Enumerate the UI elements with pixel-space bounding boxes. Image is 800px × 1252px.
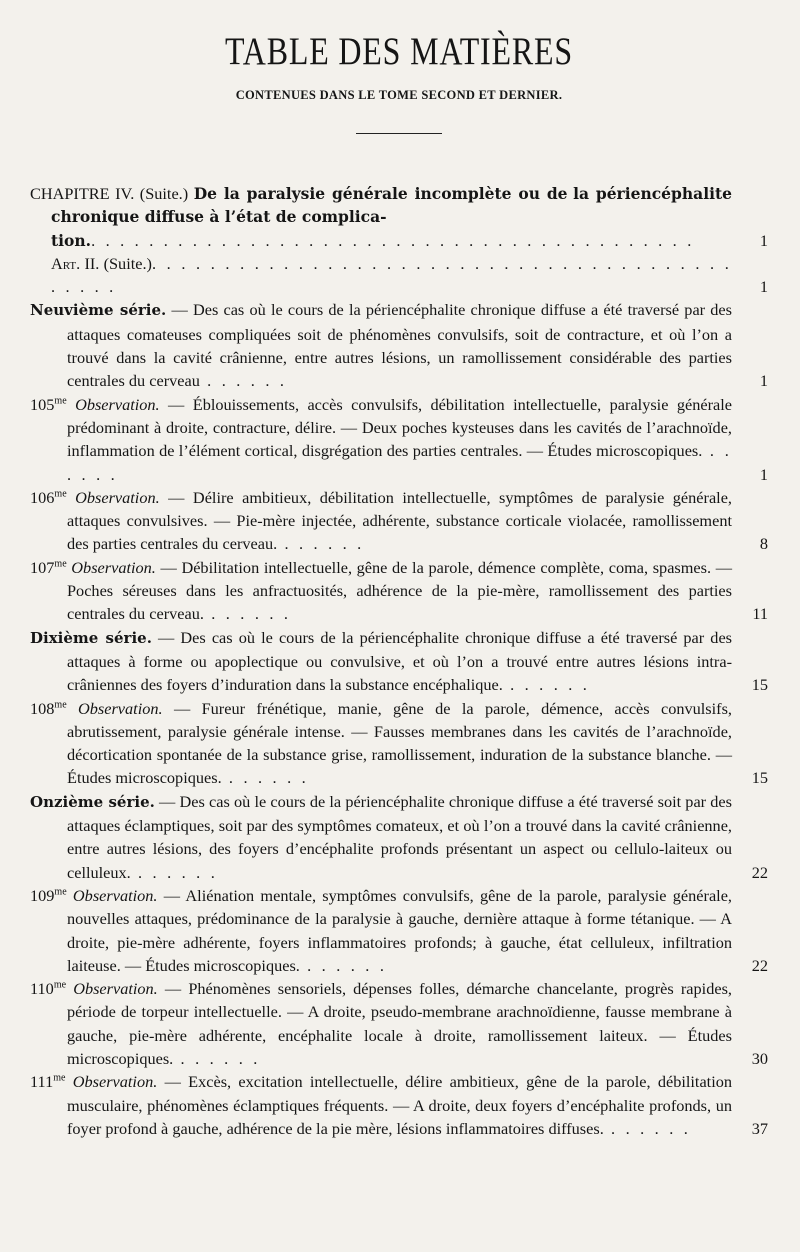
page-number: 37	[751, 1118, 768, 1138]
series-entry	[30, 790, 768, 884]
leader-dots: . . . . . .	[299, 955, 388, 975]
entry-text: — Fureur frénétique, manie, gêne de la parole, démence, accès convulsifs, abrutissement, paralysie générale intense. — Fausses membranes dans les cavités de l’arachnoïde, décortication spontanée de la substance grise, ramollissement, induration de la substance blanche. — Études microscopiques.	[67, 698, 732, 788]
observation-heading: Observation.	[72, 885, 158, 905]
entry-text: — Des cas où le cours de la périencéphalite chronique diffuse a été traversé par des attaques comateuses compliquées soit de phénomènes convulsifs, soit de contracture, et où l’on a trouvé dans la cavité crânienne, entre autres lésions, un ramollissement considérable des parties centrales du cerveau	[67, 300, 732, 391]
entries-list	[30, 298, 768, 1140]
observation-entry	[30, 393, 768, 486]
leader-dots: . . . . . .	[199, 371, 288, 391]
observation-heading: Observation.	[72, 1072, 158, 1092]
article-entry	[30, 252, 768, 299]
ordinal-suffix: me	[53, 1072, 66, 1084]
table-of-contents	[30, 182, 768, 1140]
leader-dots: . . . . . .	[603, 1118, 692, 1138]
article-prefix: Art.	[51, 253, 81, 273]
chapter-entry	[30, 182, 768, 252]
page-number: 1	[759, 464, 768, 484]
page-number: 11	[752, 604, 768, 624]
ordinal-suffix: me	[53, 979, 67, 991]
page-title: TABLE DES MATIÈRES	[224, 30, 573, 73]
page-subtitle: CONTENUES DANS LE TOME SECOND ET DERNIER.	[235, 88, 563, 102]
chapter-title-line2: la périencéphalite chronique diffuse à l’état de complica-	[51, 184, 732, 227]
entry-text: — Délire ambitieux, débilitation intellectuelle, symptômes de paralysie générale, attaques convulsives. — Pie-mère injectée, adhérente, substance corticale violacée, ramollissement des parties centrales du cerveau.	[67, 487, 732, 554]
page-number: 1	[759, 277, 768, 297]
observation-number: 105	[30, 394, 55, 414]
observation-entry	[30, 884, 768, 977]
observation-heading: Observation.	[73, 979, 158, 999]
observation-heading: Observation.	[75, 394, 160, 414]
series-entry	[30, 298, 768, 392]
observation-heading: Observation.	[78, 698, 163, 718]
leader-dots: . . . . . .	[277, 534, 365, 554]
ordinal-suffix: me	[54, 558, 67, 570]
leader-dots: . . . . . .	[173, 1048, 261, 1068]
entry-text: — Éblouissements, accès convulsifs, débilitation intellectuelle, paralysie générale prédominant à droite, contracture, délire. — Deux poches kysteuses dans les cavités de l’arachnoïde, inflammation de l’élément cortical, disgrégation des parties centrales. — Études microscopiques.	[67, 394, 732, 461]
page-number: 1	[759, 230, 768, 250]
leader-dots: . . . . . .	[203, 604, 292, 624]
page-number: 1	[759, 371, 768, 391]
observation-number: 110	[30, 979, 54, 999]
observation-heading: Observation.	[75, 487, 160, 507]
ordinal-suffix: me	[54, 886, 67, 898]
leader-dots: . . . . . . . . . . . . . . . . . . . . . . . . . . . . . . . . . . . . . . . . . . . . .	[51, 253, 732, 297]
document-page	[0, 30, 800, 1252]
entry-text: — Phénomènes sensoriels, dépenses folles, démarche chancelante, progrès rapides, période de torpeur intellectuelle. — A droite, pseudo-membrane arachnoïdienne, fausse membrane à gauche, pie-mère adhérente, encéphalite locale à droite, ramollissement laiteux. — Études microscopiques.	[67, 979, 732, 1068]
entry-text: — Débilitation intellectuelle, gêne de la parole, démence complète, coma, spasmes. — Poches séreuses dans les anfractuosités, adhérence de la pie-mère, ramollissement des parties centrales du cerveau.	[67, 557, 732, 624]
page-number: 22	[751, 955, 768, 975]
observation-number: 109	[30, 885, 55, 905]
leader-dots: . . . . . .	[221, 768, 309, 788]
entry-text: — Des cas où le cours de la périencéphalite chronique diffuse a été traversé par des attaques à forme ou apoplectique ou convulsive, et où l’on a trouvé entre autres lésions intra-crâniennes des foyers d’induration dans la substance encéphalique.	[67, 627, 733, 695]
series-heading: Onzième série.	[30, 792, 155, 811]
entry-text: — Des cas où le cours de la périencéphalite chronique diffuse a été traversé soit par des attaques éclamptiques, soit par des symptômes comateux, et où l’on a trouvé dans la cavité crânienne, entre autres lésions, des foyers d’encéphalite profonds présentant un aspect ou cellulo-laiteux ou celluleux.	[67, 791, 732, 882]
leader-dots: . . . . . .	[130, 862, 218, 882]
chapter-title-line1: De la paralysie générale incomplète ou de	[193, 184, 568, 203]
article-label: II. (Suite.)	[84, 253, 152, 273]
observation-number: 106	[30, 487, 55, 507]
observation-entry	[30, 977, 768, 1070]
observation-entry	[30, 486, 768, 556]
title-divider	[356, 133, 442, 134]
observation-number: 111	[30, 1072, 54, 1092]
page-number: 15	[751, 768, 768, 788]
page-number: 15	[751, 675, 768, 695]
series-entry	[30, 626, 768, 697]
ordinal-suffix: me	[54, 395, 67, 407]
ordinal-suffix: me	[54, 699, 67, 711]
observation-entry	[30, 697, 768, 790]
page-number: 30	[751, 1048, 768, 1068]
observation-number: 108	[30, 698, 55, 718]
leader-dots: . . . . . . . . . . . . . . . . . . . . . . . . . . . . . . . . . . . . . . . . . .	[91, 230, 695, 250]
observation-heading: Observation.	[71, 557, 156, 577]
series-heading: Dixième série.	[30, 628, 152, 647]
ordinal-suffix: me	[54, 488, 67, 500]
leader-dots: . . . . . .	[67, 441, 732, 484]
chapter-label: CHAPITRE IV. (Suite.)	[30, 184, 189, 203]
chapter-title-line3: tion.	[51, 230, 92, 250]
series-heading: Neuvième série.	[30, 301, 167, 320]
observation-entry	[30, 556, 768, 626]
observation-number: 107	[30, 557, 55, 577]
page-number: 8	[759, 534, 768, 554]
leader-dots: . . . . . .	[502, 675, 591, 695]
entry-text: — Aliénation mentale, symptômes convulsifs, gêne de la parole, paralysie générale, nouvelles attaques, prédominance de la paralysie à gauche, dernière attaque à forme tétanique. — A droite, pie-mère adhérente, foyers inflammatoires profonds; à gauche, état celluleux, infiltration laiteuse. — Études microscopiques.	[67, 885, 732, 975]
entry-text: — Excès, excitation intellectuelle, délire ambitieux, gêne de la parole, débilitation musculaire, phénomènes éclamptiques fréquents. — A droite, deux foyers d’encéphalite profonds, un foyer profond à gauche, adhérence de la pie mère, lésions inflammatoires diffuses.	[67, 1072, 732, 1138]
observation-entry	[30, 1070, 768, 1140]
page-number: 22	[751, 862, 768, 882]
